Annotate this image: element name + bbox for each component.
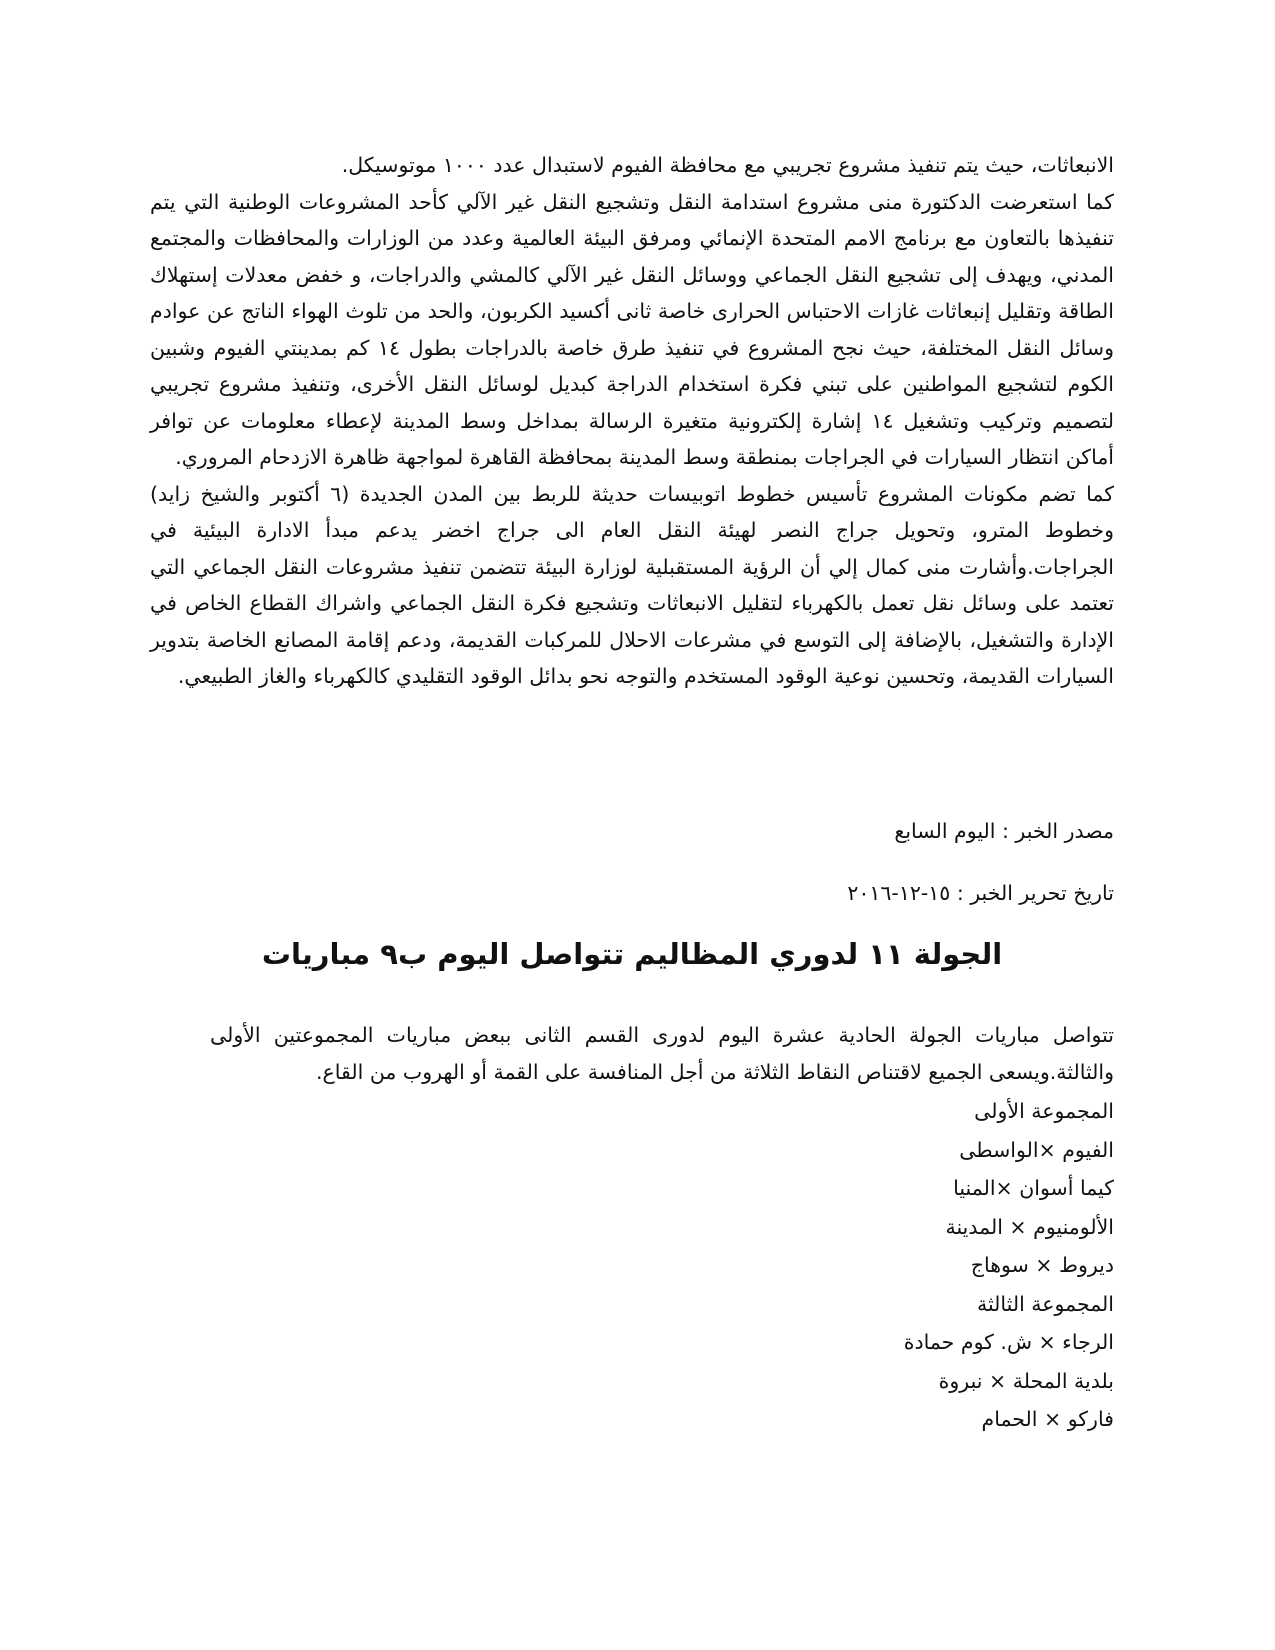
second-article-headline: الجولة ١١ لدوري المظاليم تتواصل اليوم ب٩ مباريات — [261, 937, 1003, 971]
fixture-line: ديروط × سوهاج — [970, 1253, 1114, 1277]
fixture-list — [904, 1092, 1114, 1439]
second-article-intro: تتواصل مباريات الجولة الحادية عشرة اليوم لدورى القسم الثانى ببعض مباريات المجموعتين الأولى والثالثة.ويسعى الجميع لاقتناص النقاط الثلاثة من أجل المنافسة على القمة أو الهروب من القاع. — [210, 1023, 1114, 1084]
fixture-line: بلدية المحلة × نبروة — [938, 1368, 1114, 1393]
fixture-line: الفيوم ×الواسطى — [959, 1137, 1114, 1162]
article-paragraph-2: كما استعرضت الدكتورة منى مشروع استدامة النقل وتشجيع النقل غير الآلي كأحد المشروعات الوطنية التي يتم تنفيذها بالتعاون مع برنامج الامم المتحدة الإنمائي ومرفق البيئة العالمية وعدد من الوزارات والمحافظات والمجتمع المدني، ويهدف إلى تشجيع النقل الجماعي ووسائل النقل غير الآلي كالمشي والدراجات، و خفض معدلات إستهلاك الطاقة وتقليل إنبعاثات غازات الاحتباس الحرارى خاصة ثانى أكسيد الكربون، والحد من تلوث الهواء الناتج عن عوادم وسائل النقل المختلفة، حيث نجح المشروع في تنفيذ طرق خاصة بالدراجات بطول ١٤ كم بمدينتي الفيوم وشبين الكوم لتشجيع المواطنين على تبني فكرة استخدام الدراجة كبديل لوسائل النقل الأخرى، وتنفيذ مشروع تجريبي لتصميم وتركيب وتشغيل ١٤ إشارة إلكترونية متغيرة الرسالة بمداخل وسط المدينة لإعطاء معلومات عن توافر أماكن انتظار السيارات في الجراجات بمنطقة وسط المدينة بمحافظة القاهرة لمواجهة ظاهرة الازدحام المروري. — [150, 189, 1114, 469]
article-body — [150, 147, 1114, 695]
fixture-line: الرجاء × ش. كوم حمادة — [903, 1330, 1114, 1354]
fixture-line: فاركو × الحمام — [981, 1407, 1114, 1431]
news-source: مصدر الخبر : اليوم السابع — [894, 819, 1114, 843]
group-heading-first: المجموعة الأولى — [974, 1099, 1114, 1123]
group-heading-third: المجموعة الثالثة — [976, 1291, 1114, 1316]
fixture-line: الألومنيوم × المدينة — [945, 1214, 1114, 1239]
article-paragraph-3: كما تضم مكونات المشروع تأسيس خطوط اتوبيسات حديثة للربط بين المدن الجديدة (٦ أكتوبر والشيخ زايد) وخطوط المترو، وتحويل جراج النصر لهيئة النقل العام الى جراج اخضر يدعم مبدأ الادارة البيئية في الجراجات.وأشارت منى كمال إلي أن الرؤية المستقبلية لوزارة البيئة تتضمن تنفيذ مشروعات النقل الجماعي التي تعتمد على وسائل نقل تعمل بالكهرباء لتقليل الانبعاثات وتشجيع فكرة النقل الجماعي واشراك القطاع الخاص في الإدارة والتشغيل، بالإضافة إلى التوسع في مشرعات الاحلال للمركبات القديمة، ودعم إقامة المصانع الخاصة بتدوير السيارات القديمة، وتحسين نوعية الوقود المستخدم والتوجه نحو بدائل الوقود التقليدي كالكهرباء والغاز الطبيعي. — [150, 481, 1114, 688]
article-paragraph-1: الانبعاثات، حيث يتم تنفيذ مشروع تجريبي مع محافظة الفيوم لاستبدال عدد ١٠٠٠ موتوسيكل. — [341, 153, 1114, 177]
fixture-line: كيما أسوان ×المنيا — [953, 1176, 1114, 1200]
news-date: تاريخ تحرير الخبر : ١٥-١٢-٢٠١٦ — [847, 881, 1114, 905]
